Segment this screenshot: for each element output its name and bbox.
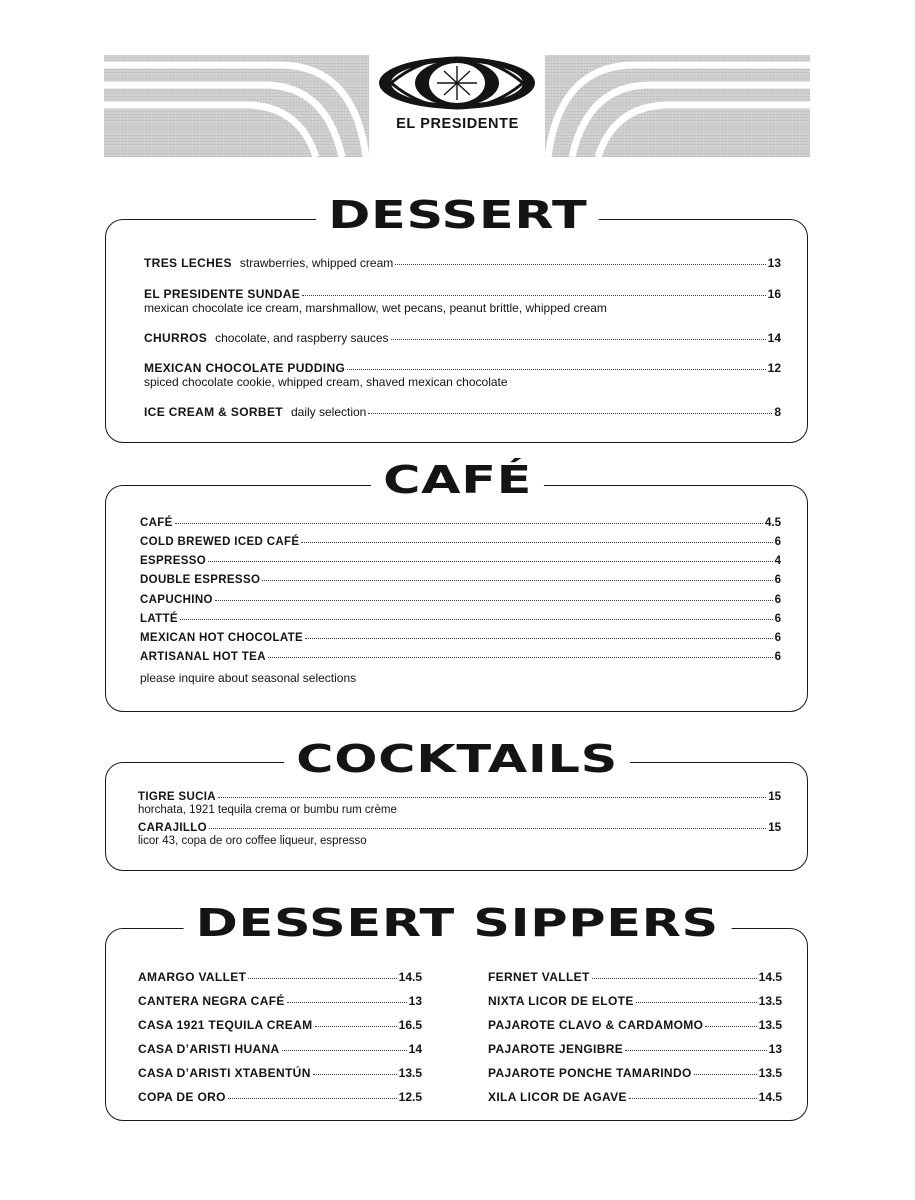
- cocktails-section-title: COCKTAILS: [0, 737, 915, 781]
- dot-leader: [282, 1050, 407, 1051]
- dot-leader: [395, 264, 765, 265]
- dot-leader: [636, 1002, 757, 1003]
- menu-item: [144, 256, 781, 270]
- sipper-item: [488, 994, 782, 1008]
- dot-leader: [315, 1026, 397, 1027]
- item-name: COPA DE ORO: [138, 1090, 226, 1104]
- item-name: CANTERA NEGRA CAFÉ: [138, 994, 285, 1008]
- dot-leader: [248, 978, 396, 979]
- item-name: ARTISANAL HOT TEA: [140, 651, 266, 663]
- dot-leader: [268, 657, 773, 658]
- brand-name: EL PRESIDENTE: [396, 116, 519, 132]
- sipper-item: [138, 994, 422, 1008]
- dot-leader: [705, 1026, 756, 1027]
- item-price: 15: [768, 822, 781, 834]
- dot-leader: [592, 978, 757, 979]
- item-name: CARAJILLO: [138, 822, 207, 834]
- item-name: AMARGO VALLET: [138, 970, 247, 984]
- menu-item: [144, 331, 781, 345]
- menu-item: [140, 517, 781, 529]
- menu-item: [138, 791, 781, 803]
- menu-item: [140, 632, 781, 644]
- item-price: 13.5: [398, 1066, 422, 1080]
- sipper-item: [138, 1042, 422, 1056]
- item-price: 14: [408, 1042, 422, 1056]
- item-price: 14.5: [398, 970, 422, 984]
- item-name: COLD BREWED ICED CAFÉ: [140, 536, 300, 548]
- item-price: 8: [774, 405, 781, 419]
- item-name: CHURROS: [144, 331, 208, 345]
- item-price: 15: [768, 791, 781, 803]
- dot-leader: [625, 1050, 767, 1051]
- item-name: NIXTA LICOR DE ELOTE: [488, 994, 634, 1008]
- menu-item: [144, 287, 781, 301]
- item-description: licor 43, copa de oro coffee liqueur, espresso: [138, 835, 367, 847]
- dessert-section-title: DESSERT: [0, 193, 915, 237]
- item-price: 6: [774, 613, 781, 625]
- item-price: 13: [768, 1042, 782, 1056]
- item-name: CASA D’ARISTI XTABENTÚN: [138, 1066, 311, 1080]
- menu-item: [140, 536, 781, 548]
- cafe-section-title: CAFÉ: [0, 458, 915, 502]
- item-name: DOUBLE ESPRESSO: [140, 574, 261, 586]
- sipper-item: [488, 1042, 782, 1056]
- menu-item: [138, 822, 781, 834]
- item-name: MEXICAN CHOCOLATE PUDDING: [144, 361, 346, 375]
- item-name: PAJAROTE PONCHE TAMARINDO: [488, 1066, 692, 1080]
- item-name: TIGRE SUCIA: [138, 791, 216, 803]
- dot-leader: [262, 580, 772, 581]
- item-price: 16.5: [398, 1018, 422, 1032]
- item-description: horchata, 1921 tequila crema or bumbu rum crème: [138, 804, 397, 816]
- item-price: 13.5: [758, 1018, 782, 1032]
- sipper-item: [488, 1018, 782, 1032]
- dot-leader: [209, 828, 766, 829]
- item-price: 6: [774, 574, 781, 586]
- item-name: PAJAROTE CLAVO & CARDAMOMO: [488, 1018, 704, 1032]
- sipper-item: [488, 1066, 782, 1080]
- item-price: 6: [774, 594, 781, 606]
- sipper-item: [138, 1018, 422, 1032]
- dot-leader: [208, 561, 773, 562]
- menu-item: [144, 361, 781, 375]
- item-price: 6: [774, 632, 781, 644]
- item-price: 6: [774, 536, 781, 548]
- item-price: 6: [774, 651, 781, 663]
- dot-leader: [215, 600, 773, 601]
- item-description: daily selection: [290, 405, 367, 419]
- sipper-item: [488, 970, 782, 984]
- dot-leader: [368, 413, 772, 414]
- cafe-note: please inquire about seasonal selections: [140, 671, 357, 685]
- item-name: LATTÉ: [140, 613, 178, 625]
- sipper-item: [138, 1066, 422, 1080]
- item-description: chocolate, and raspberry sauces: [215, 331, 389, 345]
- item-name: CASA 1921 TEQUILA CREAM: [138, 1018, 313, 1032]
- item-price: 13.5: [758, 1066, 782, 1080]
- item-description: strawberries, whipped cream: [239, 256, 394, 270]
- item-description: spiced chocolate cookie, whipped cream, shaved mexican chocolate: [144, 375, 508, 389]
- item-price: 12: [767, 361, 781, 375]
- item-price: 14.5: [758, 1090, 782, 1104]
- item-price: 13.5: [758, 994, 782, 1008]
- item-price: 14.5: [758, 970, 782, 984]
- dot-leader: [313, 1074, 397, 1075]
- dot-leader: [347, 369, 765, 370]
- dot-leader: [175, 523, 763, 524]
- el-presidente-sunburst-logo-icon: [376, 54, 538, 112]
- menu-item: [140, 574, 781, 586]
- item-price: 12.5: [398, 1090, 422, 1104]
- menu-item: [144, 405, 781, 419]
- item-price: 13: [408, 994, 422, 1008]
- sipper-item: [138, 970, 422, 984]
- item-price: 13: [767, 256, 781, 270]
- item-description: mexican chocolate ice cream, marshmallow, wet pecans, peanut brittle, whipped cream: [144, 301, 607, 315]
- item-price: 4.5: [765, 517, 781, 529]
- menu-item: [140, 613, 781, 625]
- item-name: CASA D’ARISTI HUANA: [138, 1042, 280, 1056]
- dot-leader: [694, 1074, 757, 1075]
- item-price: 4: [774, 555, 781, 567]
- dot-leader: [228, 1098, 397, 1099]
- dot-leader: [287, 1002, 407, 1003]
- menu-item: [140, 555, 781, 567]
- sipper-item: [138, 1090, 422, 1104]
- dot-leader: [218, 797, 766, 798]
- item-name: EL PRESIDENTE SUNDAE: [144, 287, 301, 301]
- dot-leader: [391, 339, 766, 340]
- item-price: 14: [767, 331, 781, 345]
- item-name: FERNET VALLET: [488, 970, 590, 984]
- item-name: CAFÉ: [140, 517, 173, 529]
- dot-leader: [301, 542, 772, 543]
- item-name: CAPUCHINO: [140, 594, 213, 606]
- item-name: XILA LICOR DE AGAVE: [488, 1090, 627, 1104]
- item-name: MEXICAN HOT CHOCOLATE: [140, 632, 304, 644]
- dot-leader: [629, 1098, 757, 1099]
- sipper-item: [488, 1090, 782, 1104]
- dot-leader: [305, 638, 773, 639]
- menu-item: [140, 651, 781, 663]
- menu-item: [140, 594, 781, 606]
- dot-leader: [180, 619, 773, 620]
- item-price: 16: [767, 287, 781, 301]
- item-name: TRES LECHES: [144, 256, 232, 270]
- item-name: ICE CREAM & SORBET: [144, 405, 283, 419]
- sippers-section-title: DESSERT SIPPERS: [0, 901, 915, 945]
- item-name: ESPRESSO: [140, 555, 207, 567]
- dot-leader: [302, 295, 766, 296]
- item-name: PAJAROTE JENGIBRE: [488, 1042, 624, 1056]
